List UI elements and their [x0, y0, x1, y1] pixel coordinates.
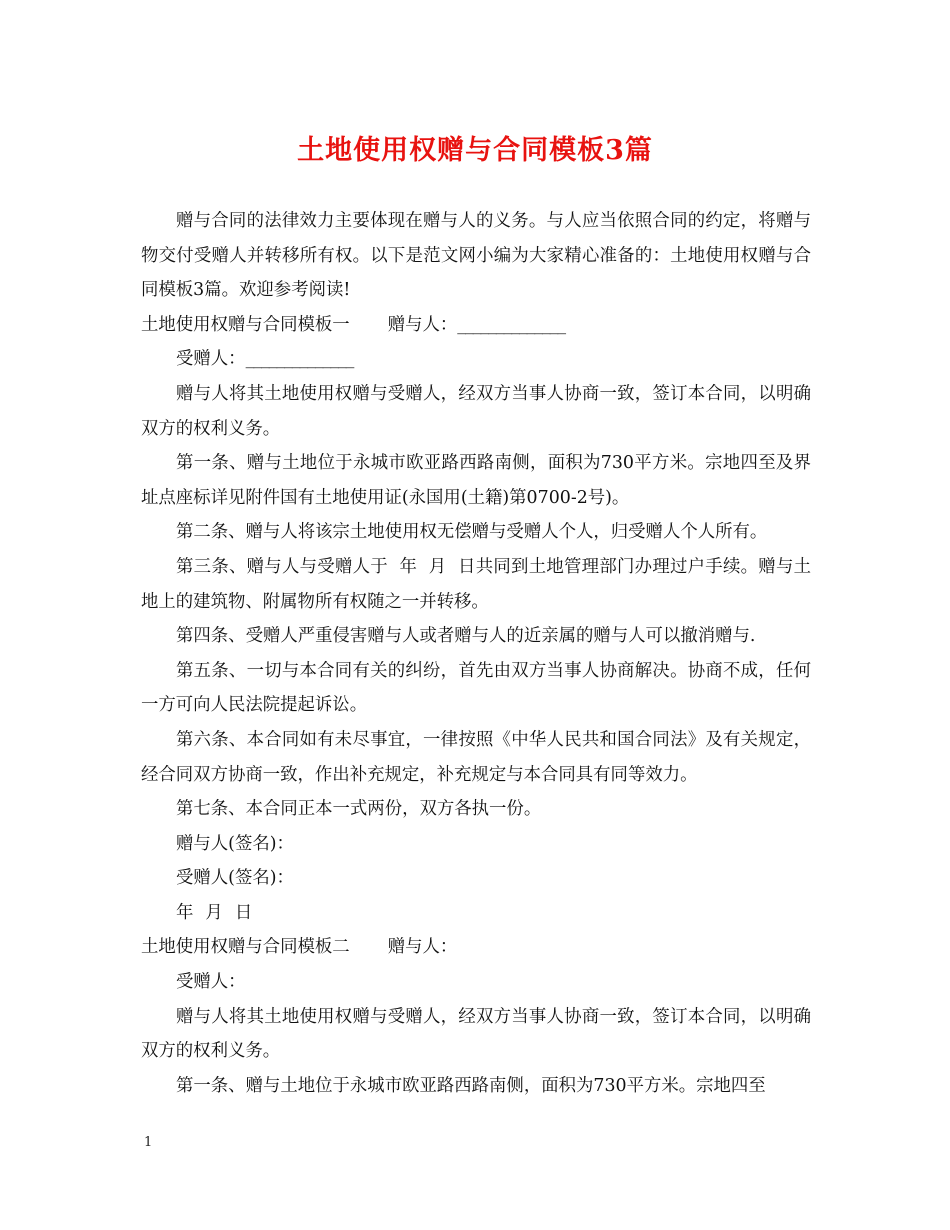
template1-article-5: 第五条、一切与本合同有关的纠纷，首先由双方当事人协商解决。协商不成，任何一方可向人民法院提起诉讼。 [141, 660, 811, 716]
page-number: 1 [144, 1135, 153, 1150]
document-body [141, 204, 811, 1103]
template1-article-3: 第三条、赠与人与受赠人于 年 月 日共同到土地管理部门办理过户手续。赠与土地上的建筑物、附属物所有权随之一并转移。 [141, 556, 811, 612]
template1-article-1: 第一条、赠与土地位于永城市欧亚路西路南侧，面积为730平方米。宗地四至及界址点座标详见附件国有土地使用证(永国用(土籍)第0700-2号)。 [141, 453, 811, 508]
template1-article-2: 第二条、赠与人将该宗土地使用权无偿赠与受赠人个人，归受赠人个人所有。 [176, 522, 768, 543]
template2-donee-line: 受赠人： [176, 972, 246, 993]
template1-donee-line [141, 342, 811, 377]
template2-article-1: 第一条、赠与土地位于永城市欧亚路西路南侧，面积为730平方米。宗地四至 [176, 1075, 766, 1096]
template2-preamble: 赠与人将其土地使用权赠与受赠人，经双方当事人协商一致，签订本合同，以明确双方的权利义务。 [141, 1006, 811, 1062]
template1-donee-blank: ______________ [245, 349, 354, 370]
template2-heading: 土地使用权赠与合同模板二 [141, 937, 350, 958]
document-title: 土地使用权赠与合同模板3篇 [297, 135, 653, 166]
template1-article-7: 第七条、本合同正本一式两份，双方各执一份。 [176, 799, 542, 820]
date-month: 月 [205, 902, 223, 923]
template1-heading-line [141, 308, 811, 343]
date-year: 年 [176, 902, 194, 923]
template2-donor-label: 赠与人： [387, 937, 458, 958]
template1-donee-signature: 受赠人(签名)： [176, 868, 294, 889]
template1-donee-label: 受赠人： [176, 349, 246, 370]
template1-donor-label: 赠与人： [387, 314, 458, 335]
template1-article-4: 第四条、受赠人严重侵害赠与人或者赠与人的近亲属的赠与人可以撤消赠与. [176, 626, 756, 647]
intro-paragraph: 赠与合同的法律效力主要体现在赠与人的义务。与人应当依照合同的约定，将赠与物交付受赠人并转移所有权。以下是范文网小编为大家精心准备的：土地使用权赠与合同模板3篇。欢迎参考阅读! [141, 211, 811, 301]
template1-donor-blank: ______________ [457, 314, 566, 335]
template1-article-6: 第六条、本合同如有未尽事宜，一律按照《中华人民共和国合同法》及有关规定，经合同双方协商一致，作出补充规定，补充规定与本合同具有同等效力。 [141, 729, 811, 785]
template2-heading-line [141, 930, 811, 965]
template1-preamble: 赠与人将其土地使用权赠与受赠人，经双方当事人协商一致，签订本合同，以明确双方的权利义务。 [141, 383, 811, 439]
template1-donor-signature: 赠与人(签名)： [176, 833, 294, 854]
template1-heading: 土地使用权赠与合同模板一 [141, 314, 350, 335]
date-day: 日 [234, 902, 253, 923]
template1-date-line [141, 896, 811, 931]
